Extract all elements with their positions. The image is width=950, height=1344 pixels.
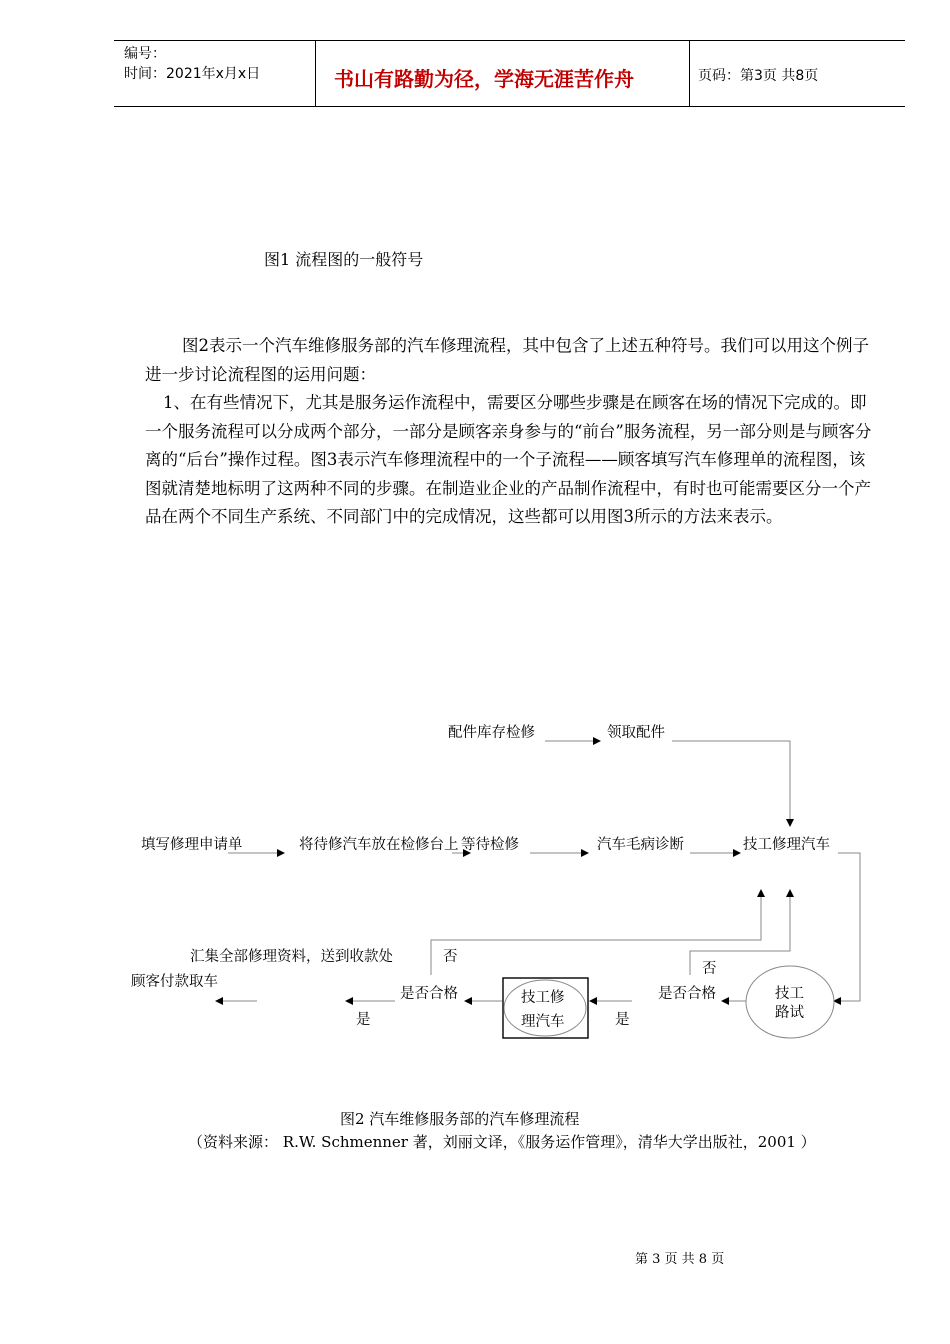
- paragraph-2: 1、在有些情况下，尤其是服务运作流程中，需要区分哪些步骤是在顾客在场的情况下完成的。即一个服务流程可以分成两个部分，一部分是顾客亲身参与的“前台”服务流程，另一部分则是与顾客分离的“后台”操作过程。图3表示汽车修理流程中的一个子流程——顾客填写汽车修理单的流程图，该图就清楚地标明了这两种不同的步骤。在制造业企业的产品制作流程中，有时也可能需要区分一个产品在两个不同生产系统、不同部门中的完成情况，这些都可以用图3所示的方法来表示。: [145, 393, 872, 526]
- header-divider-2: [689, 40, 690, 107]
- label-yes-1: 是: [356, 1012, 371, 1028]
- arrow-parts-to-repair: [672, 741, 790, 826]
- time-label: 时间：2021年x月x日: [124, 66, 261, 82]
- header-divider-1: [315, 40, 316, 107]
- page-label: 页码：第3页 共8页: [698, 68, 819, 84]
- arrow-repair-to-roadtest: [834, 853, 860, 1001]
- node-wait-check: 等待检修: [461, 837, 519, 853]
- node-mech-repair: 技工修理汽车: [743, 837, 830, 853]
- label-yes-2: 是: [615, 1012, 630, 1028]
- repair-flowchart: [0, 700, 950, 1060]
- box-repair-line2: 理汽车: [521, 1014, 565, 1030]
- body-text: [145, 332, 875, 532]
- header-bottom-border: [114, 106, 905, 107]
- decision-qualified-2: 是否合格: [658, 986, 716, 1002]
- node-collect-docs: 汇集全部修理资料，送到收款处: [190, 949, 393, 965]
- roadtest-ellipse: [746, 966, 834, 1038]
- roadtest-line1: 技工: [775, 986, 804, 1002]
- node-customer-pay: 顾客付款取车: [131, 974, 218, 990]
- box-repair-line1: 技工修: [521, 990, 565, 1006]
- node-place-car: 将待修汽车放在检修台上: [299, 837, 459, 853]
- fig2-caption: 图2 汽车维修服务部的汽车修理流程: [340, 1110, 580, 1128]
- label-no-2: 否: [702, 961, 717, 977]
- motto: 书山有路勤为径，学海无涯苦作舟: [334, 67, 634, 91]
- node-parts-check: 配件库存检修: [448, 725, 535, 741]
- roadtest-line2: 路试: [775, 1005, 804, 1021]
- node-get-parts: 领取配件: [607, 725, 665, 741]
- source-note: （资料来源： R.W. Schmenner 著，刘丽文译，《服务运作管理》，清华大学出版社，2001 ）: [188, 1133, 816, 1151]
- fig1-caption: 图1 流程图的一般符号: [264, 250, 424, 269]
- header-top-border: [114, 40, 905, 41]
- node-diagnose: 汽车毛病诊断: [597, 837, 684, 853]
- label-no-1: 否: [443, 949, 458, 965]
- node-fill-form: 填写修理申请单: [141, 837, 243, 853]
- paragraph-1: 图2表示一个汽车维修服务部的汽车修理流程，其中包含了上述五种符号。我们可以用这个例子进一步讨论流程图的运用问题：: [145, 336, 869, 384]
- decision-qualified-1: 是否合格: [400, 986, 458, 1002]
- page-footer: 第 3 页 共 8 页: [635, 1252, 725, 1267]
- serial-label: 编号：: [124, 46, 166, 62]
